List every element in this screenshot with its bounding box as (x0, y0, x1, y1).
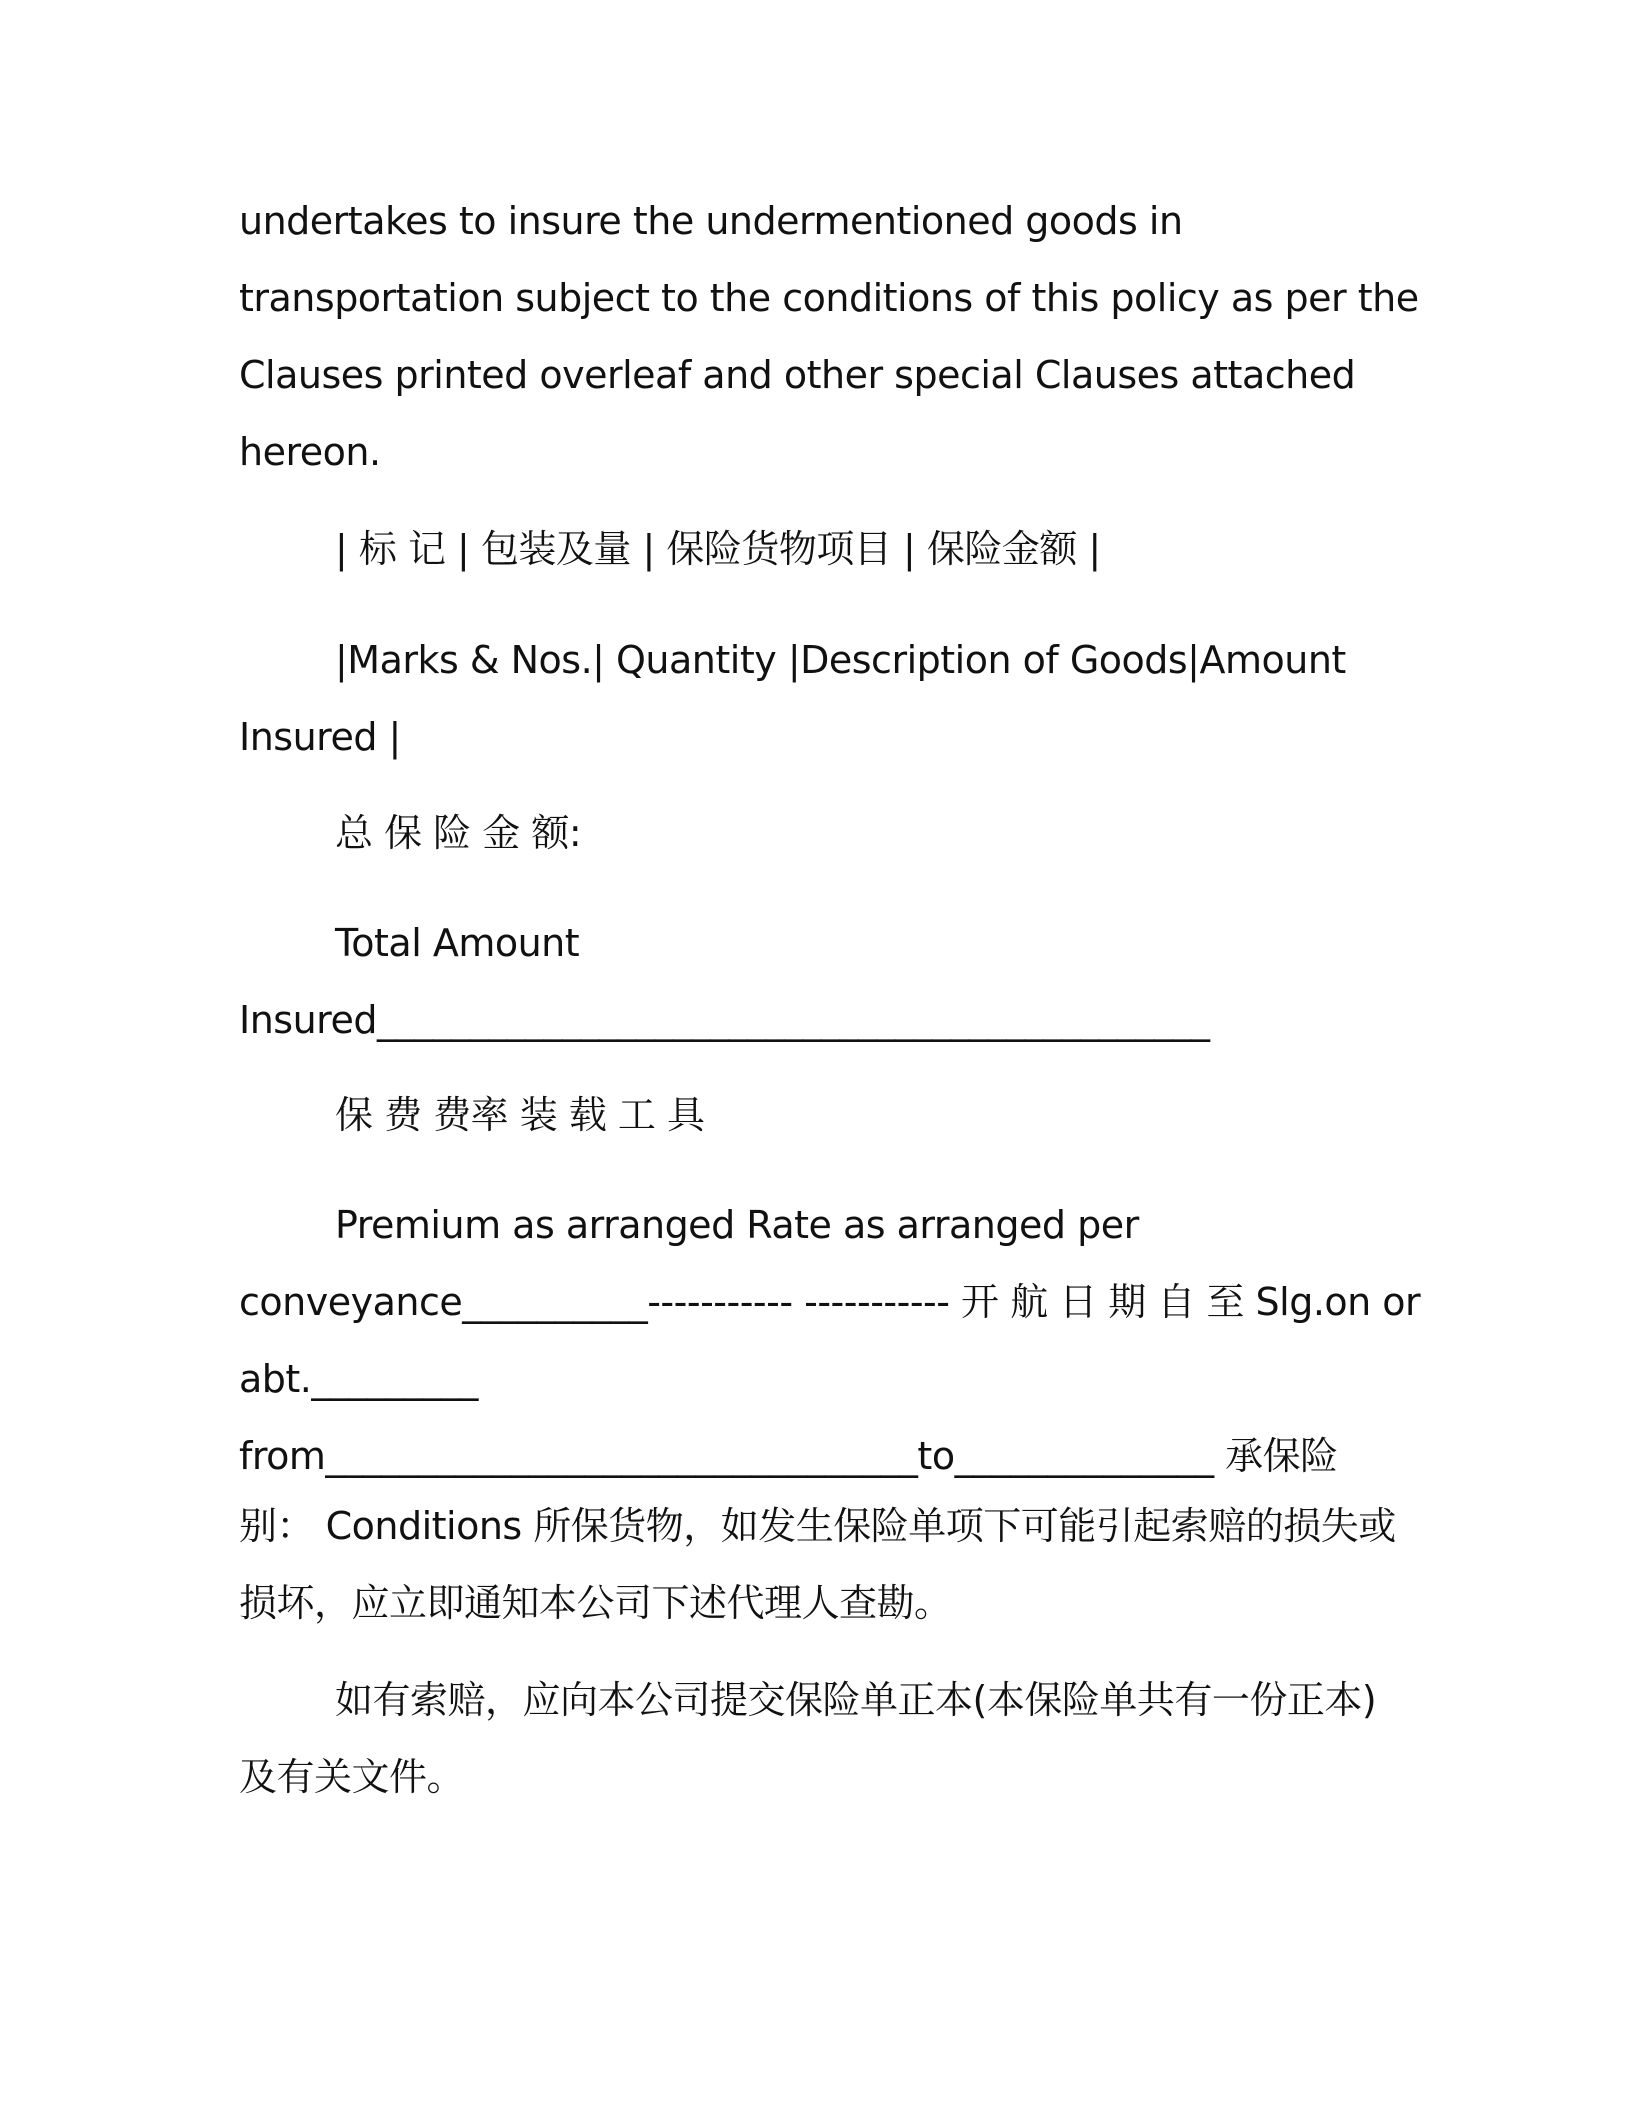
table-header-english: |Marks & Nos.| Quantity |Description of Goods|Amount (335, 638, 1346, 682)
conveyance-field: conveyance__________----------- ----------- 开 航 日 期 自 至 Slg.on or (239, 1280, 1421, 1324)
total-amount-insured-field: Insured_____________________________________________ (239, 998, 1210, 1042)
policy-text-line-4: hereon. (239, 430, 381, 474)
survey-notice-text: 损坏，应立即通知本公司下述代理人查勘。 (239, 1581, 952, 1625)
table-header-english-cont: Insured | (239, 715, 401, 759)
table-header-chinese: | 标 记 | 包装及量 | 保险货物项目 | 保险金额 | (335, 527, 1101, 571)
policy-text-line-2: transportation subject to the conditions of this policy as per the (239, 276, 1419, 320)
conditions-text: 别： Conditions 所保货物，如发生保险单项下可能引起索赔的损失或 (239, 1504, 1396, 1548)
total-amount-chinese: 总 保 险 金 额: (335, 811, 582, 855)
policy-text-line-1: undertakes to insure the undermentioned goods in (239, 199, 1183, 243)
policy-text-line-3: Clauses printed overleaf and other special Clauses attached (239, 353, 1356, 397)
premium-chinese: 保 费 费率 装 载 工 具 (335, 1093, 705, 1137)
total-amount-english: Total Amount (335, 921, 580, 965)
sailing-date-field: abt._________ (239, 1357, 478, 1401)
from-to-field: from________________________________to______________ 承保险 (239, 1434, 1338, 1478)
premium-english: Premium as arranged Rate as arranged per (335, 1203, 1139, 1247)
claims-documents-text: 及有关文件。 (239, 1755, 465, 1799)
claims-notice-text: 如有索赔，应向本公司提交保险单正本(本保险单共有一份正本) (335, 1678, 1377, 1722)
